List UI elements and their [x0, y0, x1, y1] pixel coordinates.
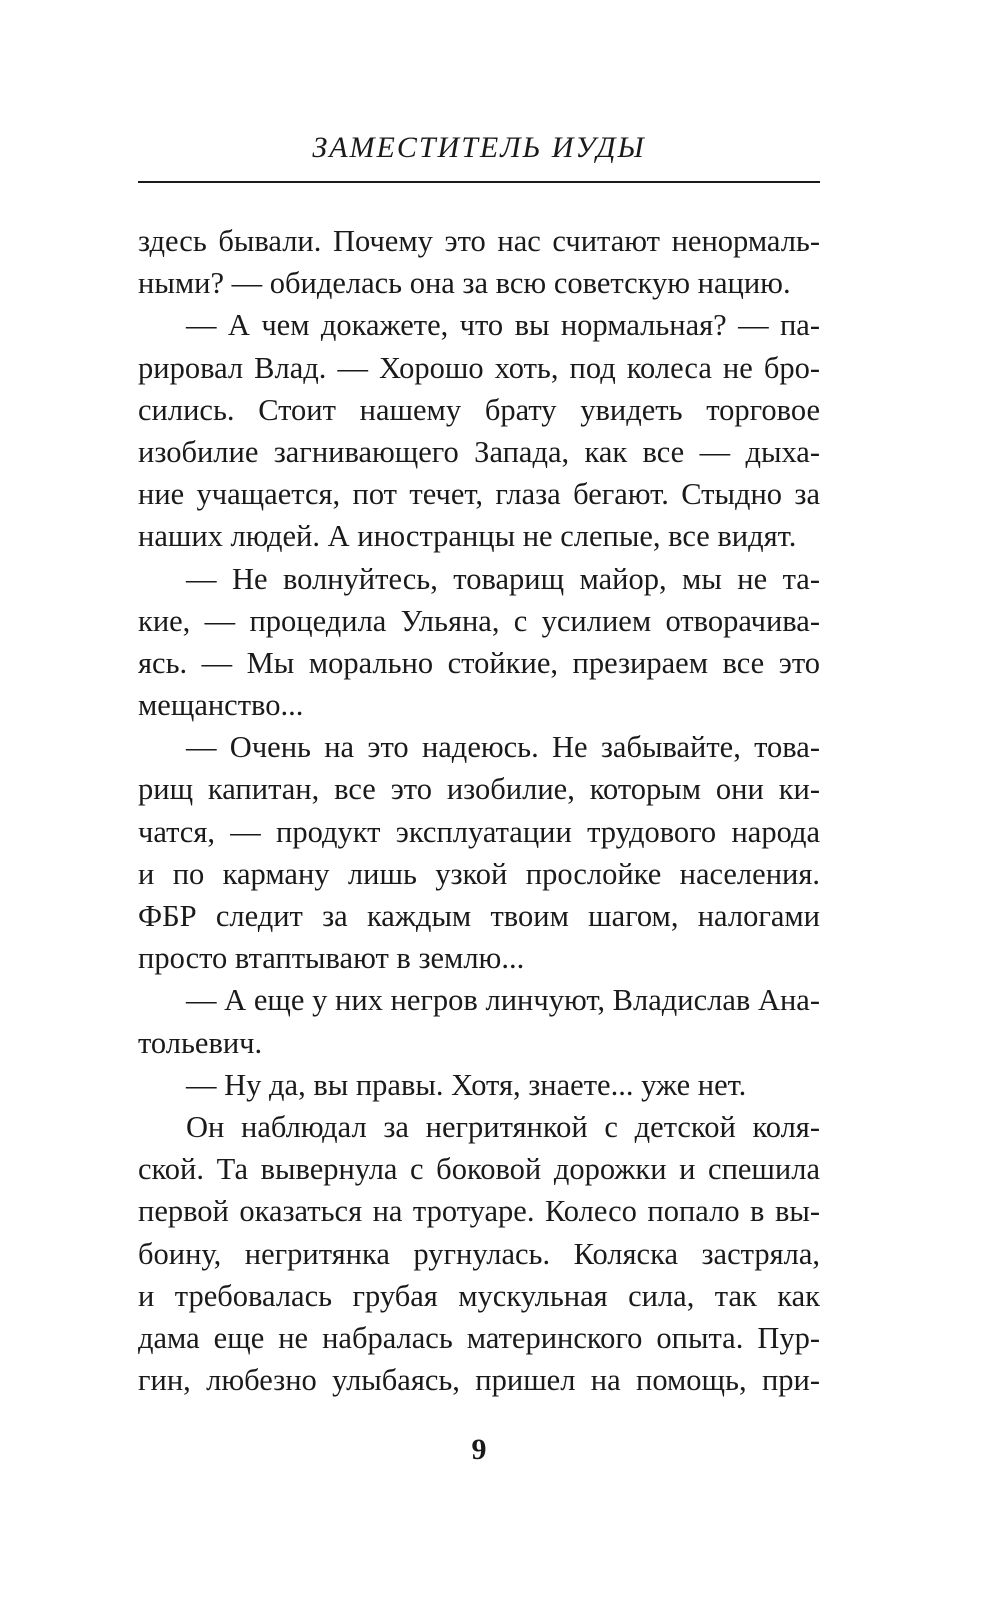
page-number: 9 — [471, 1433, 487, 1466]
text-line: просто втаптывают в землю... — [138, 941, 525, 976]
text-line: гин, любезно улыбаясь, пришел на помощь, при- — [138, 1363, 820, 1398]
text-line: и по карману лишь узкой прослойке населения. — [138, 856, 820, 891]
running-header: ЗАМЕСТИТЕЛЬ ИУДЫ — [312, 131, 646, 164]
text-line: и требовалась грубая мускульная сила, так как — [138, 1278, 820, 1313]
text-line: дама еще не набралась материнского опыта. Пур- — [138, 1320, 820, 1355]
text-line: изобилие загнивающего Запада, как все — дыха- — [138, 434, 820, 469]
text-line: сились. Стоит нашему брату увидеть торговое — [138, 392, 820, 427]
text-line: мещанство... — [138, 688, 304, 723]
body-text — [138, 220, 820, 1401]
text-line: кие, — процедила Ульяна, с усилием отворачива- — [138, 603, 820, 638]
text-line: ФБР следит за каждым твоим шагом, налогами — [138, 899, 820, 933]
text-line: первой оказаться на тротуаре. Колесо попало в вы- — [138, 1194, 820, 1229]
text-line: ние учащается, пот течет, глаза бегают. Стыдно за — [138, 477, 820, 512]
text-line: — А чем докажете, что вы нормальная? — па- — [186, 308, 820, 343]
text-line: чатся, — продукт эксплуатации трудового народа — [138, 814, 820, 849]
text-line: ясь. — Мы морально стойкие, презираем все это — [138, 645, 820, 680]
text-line: — Не волнуйтесь, товарищ майор, мы не та- — [186, 561, 820, 596]
text-line: здесь бывали. Почему это нас считают ненормаль- — [138, 224, 820, 258]
header-rule — [138, 181, 820, 183]
text-line: боину, негритянка ругнулась. Коляска застряла, — [138, 1236, 820, 1271]
text-line: — А еще у них негров линчуют, Владислав Ана- — [186, 983, 820, 1018]
text-line: ными? — обиделась она за всю советскую нацию. — [138, 266, 791, 301]
text-line: рищ капитан, все это изобилие, которым они ки- — [138, 772, 820, 807]
text-line: тольевич. — [138, 1025, 263, 1060]
text-line: наших людей. А иностранцы не слепые, все видят. — [138, 519, 797, 554]
text-line: рировал Влад. — Хорошо хоть, под колеса не бро- — [138, 350, 820, 385]
text-line: ской. Та вывернула с боковой дорожки и спешила — [138, 1152, 820, 1187]
text-line: Он наблюдал за негритянкой с детской коля- — [186, 1109, 820, 1144]
text-line: — Ну да, вы правы. Хотя, знаете... уже нет. — [186, 1067, 747, 1102]
text-line: — Очень на это надеюсь. Не забывайте, това- — [186, 730, 820, 765]
